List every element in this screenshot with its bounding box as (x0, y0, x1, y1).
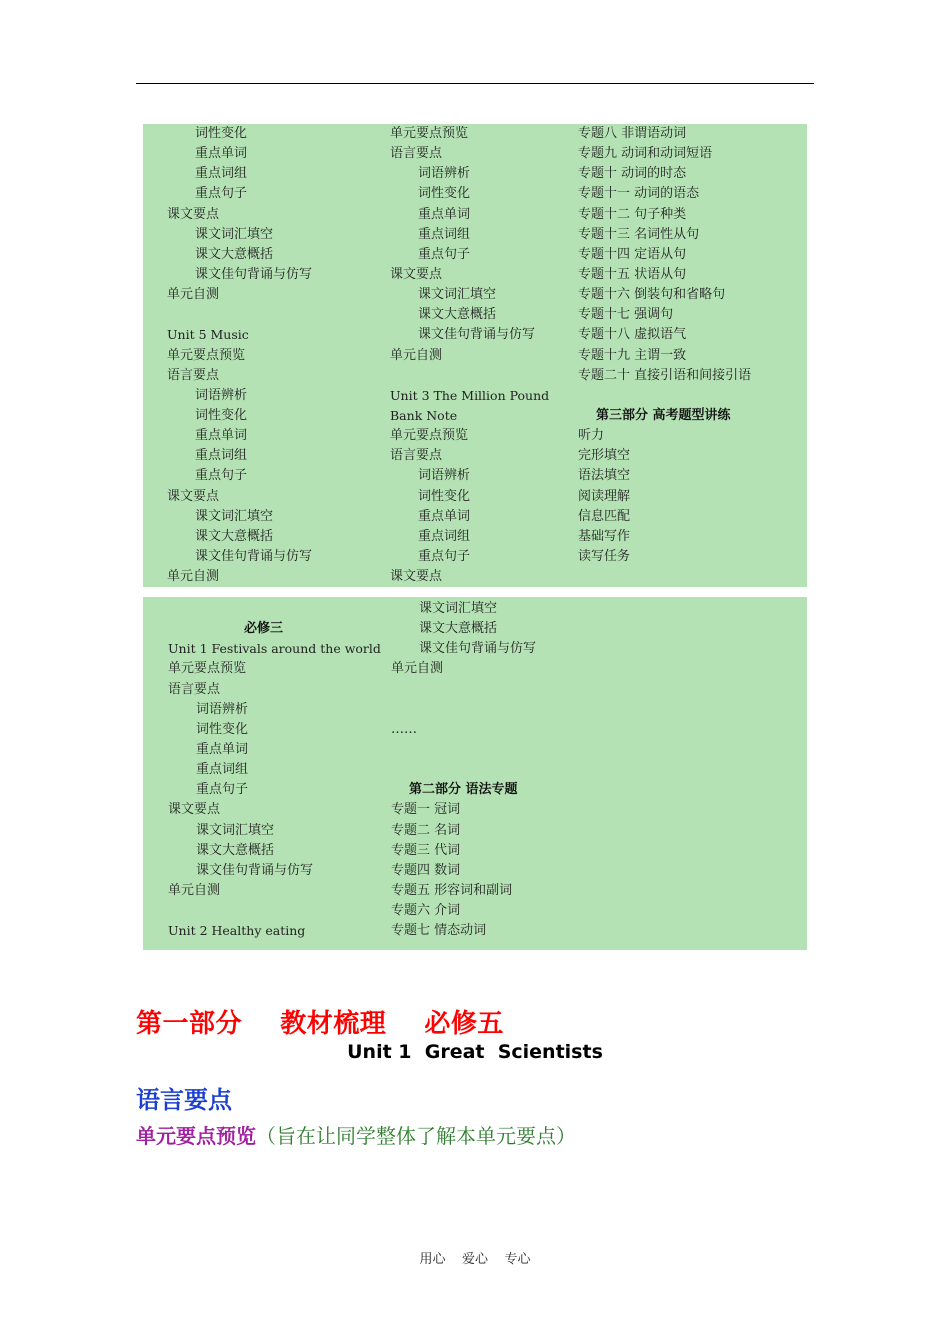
toc-spacer (168, 599, 381, 619)
toc-entry: 课文要点 (167, 488, 220, 504)
toc-entry: 专题十七 强调句 (578, 307, 674, 323)
toc-entry: 专题十八 虚拟语气 (578, 327, 687, 343)
toc-entry: 重点词组 (195, 166, 248, 182)
toc-entry: 课文大意概括 (195, 528, 274, 544)
toc-entry: 课文大意概括 (195, 246, 274, 262)
toc-part-heading: 第二部分 语法专题 (409, 782, 518, 798)
toc-entry: 语法填空 (578, 468, 631, 484)
toc-entry: 词性变化 (196, 721, 249, 737)
toc-entry: 重点词组 (196, 762, 249, 778)
toc-entry: 课文词汇填空 (196, 822, 275, 838)
toc-entry: 课文佳句背诵与仿写 (419, 641, 537, 657)
toc-column-2 (391, 599, 536, 941)
language-points-heading: 语言要点 (136, 1085, 232, 1114)
toc-panel-1 (143, 124, 807, 587)
toc-entry: 专题八 非谓语动词 (578, 126, 687, 141)
toc-spacer (168, 901, 381, 921)
toc-entry: 重点句子 (195, 186, 248, 202)
toc-entry: 重点单词 (196, 741, 249, 757)
toc-entry: 词性变化 (195, 407, 248, 423)
toc-entry: 语言要点 (390, 448, 443, 464)
toc-entry: 专题二 名词 (391, 822, 461, 838)
toc-entry: 专题十四 定语从句 (578, 246, 687, 262)
toc-entry: 专题十五 状语从句 (578, 266, 687, 282)
toc-entry: 重点句子 (418, 246, 471, 262)
toc-entry: 课文词汇填空 (195, 508, 274, 524)
toc-entry: 信息匹配 (578, 508, 631, 524)
toc-entry: 专题十二 句子种类 (578, 206, 687, 222)
toc-entry: 单元自测 (168, 882, 221, 898)
toc-entry: 词语辨析 (195, 387, 248, 403)
toc-entry: 词语辨析 (418, 166, 471, 182)
toc-entry: 专题十六 倒装句和省略句 (578, 287, 726, 303)
toc-entry: 词语辨析 (196, 701, 249, 717)
toc-entry: 课文要点 (168, 802, 221, 818)
toc-entry: 专题七 情态动词 (391, 923, 487, 939)
toc-part-heading: 必修三 (244, 621, 284, 637)
toc-entry: 专题九 动词和动词短语 (578, 146, 713, 162)
toc-entry: Unit 2 Healthy eating (168, 923, 306, 939)
toc-entry: 单元自测 (391, 661, 444, 677)
toc-entry: 课文佳句背诵与仿写 (196, 862, 314, 878)
toc-entry: Unit 5 Music (167, 327, 249, 343)
header-rule (136, 83, 814, 84)
toc-entry: 重点词组 (418, 528, 471, 544)
toc-entry: 听力 (578, 428, 605, 444)
toc-entry: 单元要点预览 (390, 126, 469, 141)
toc-entry: 课文词汇填空 (419, 601, 498, 616)
toc-entry: 课文大意概括 (418, 307, 497, 323)
toc-entry: 词性变化 (195, 126, 248, 141)
toc-spacer (167, 305, 312, 325)
toc-entry: 课文大意概括 (196, 842, 275, 858)
toc-entry: 阅读理解 (578, 488, 631, 504)
unit-preview-note: （旨在让同学整体了解本单元要点） (256, 1124, 576, 1148)
toc-entry: 专题十一 动词的语态 (578, 186, 700, 202)
toc-entry: 单元要点预览 (168, 661, 247, 677)
toc-entry: Unit 1 Festivals around the world (168, 641, 381, 657)
toc-entry: 课文词汇填空 (418, 287, 497, 303)
toc-entry: 重点单词 (195, 146, 248, 162)
toc-entry: 专题十三 名词性从句 (578, 226, 700, 242)
toc-entry: 重点词组 (195, 448, 248, 464)
toc-spacer (391, 680, 536, 700)
toc-entry: 课文要点 (167, 206, 220, 222)
toc-spacer (578, 386, 751, 406)
toc-entry: 完形填空 (578, 448, 631, 464)
unit-preview-label: 单元要点预览 (136, 1124, 256, 1148)
toc-entry: 重点单词 (418, 206, 471, 222)
toc-entry: 单元自测 (167, 569, 220, 585)
page-footer: 用心 爱心 专心 (419, 1252, 531, 1267)
toc-entry: 课文要点 (390, 569, 443, 585)
toc-entry: 语言要点 (167, 367, 220, 383)
toc-entry: 单元要点预览 (167, 347, 246, 363)
toc-entry: 重点句子 (195, 468, 248, 484)
toc-entry: 重点单词 (195, 428, 248, 444)
toc-entry: 词性变化 (418, 488, 471, 504)
toc-entry: 基础写作 (578, 528, 631, 544)
toc-column-1 (167, 124, 312, 587)
toc-entry: 课文佳句背诵与仿写 (195, 266, 313, 282)
toc-entry: …… (391, 721, 417, 737)
toc-entry: 专题六 介词 (391, 903, 461, 919)
toc-column-1 (168, 599, 381, 941)
toc-entry: 重点句子 (196, 782, 249, 798)
toc-spacer (391, 740, 536, 760)
toc-entry: 专题二十 直接引语和间接引语 (578, 367, 752, 383)
toc-entry: 单元自测 (167, 287, 220, 303)
toc-spacer (391, 700, 536, 720)
toc-entry: 单元要点预览 (390, 428, 469, 444)
toc-entry: 专题一 冠词 (391, 802, 461, 818)
toc-entry: 课文佳句背诵与仿写 (195, 548, 313, 564)
toc-entry: 课文词汇填空 (195, 226, 274, 242)
toc-spacer (390, 366, 549, 386)
toc-entry: 课文佳句背诵与仿写 (418, 327, 536, 343)
toc-entry: 词性变化 (418, 186, 471, 202)
unit-preview-heading (136, 1120, 576, 1149)
toc-entry: 读写任务 (578, 548, 631, 564)
toc-entry: 重点句子 (418, 548, 471, 564)
toc-spacer (391, 760, 536, 780)
toc-entry: 专题三 代词 (391, 842, 461, 858)
toc-column-3 (578, 124, 751, 567)
toc-entry: 专题十 动词的时态 (578, 166, 687, 182)
toc-entry: 专题四 数词 (391, 862, 461, 878)
toc-entry: 词语辨析 (418, 468, 471, 484)
toc-entry: 语言要点 (168, 681, 221, 697)
toc-part-heading: 第三部分 高考题型讲练 (596, 407, 731, 423)
toc-entry: 课文大意概括 (419, 621, 498, 637)
toc-entry: 单元自测 (390, 347, 443, 363)
toc-entry: Unit 3 The Million Pound (390, 387, 550, 403)
section-heading: 第一部分 教材梳理 必修五 (136, 1009, 504, 1039)
toc-entry: 专题五 形容词和副词 (391, 882, 513, 898)
toc-panel-2 (143, 597, 807, 950)
toc-entry: 语言要点 (390, 146, 443, 162)
toc-entry: 专题十九 主谓一致 (578, 347, 687, 363)
toc-entry: 课文要点 (390, 266, 443, 282)
toc-column-2 (390, 124, 549, 587)
toc-entry: 重点单词 (418, 508, 471, 524)
toc-entry: Bank Note (390, 407, 458, 423)
unit-title: Unit 1 Great Scientists (347, 1041, 603, 1063)
toc-entry: 重点词组 (418, 226, 471, 242)
